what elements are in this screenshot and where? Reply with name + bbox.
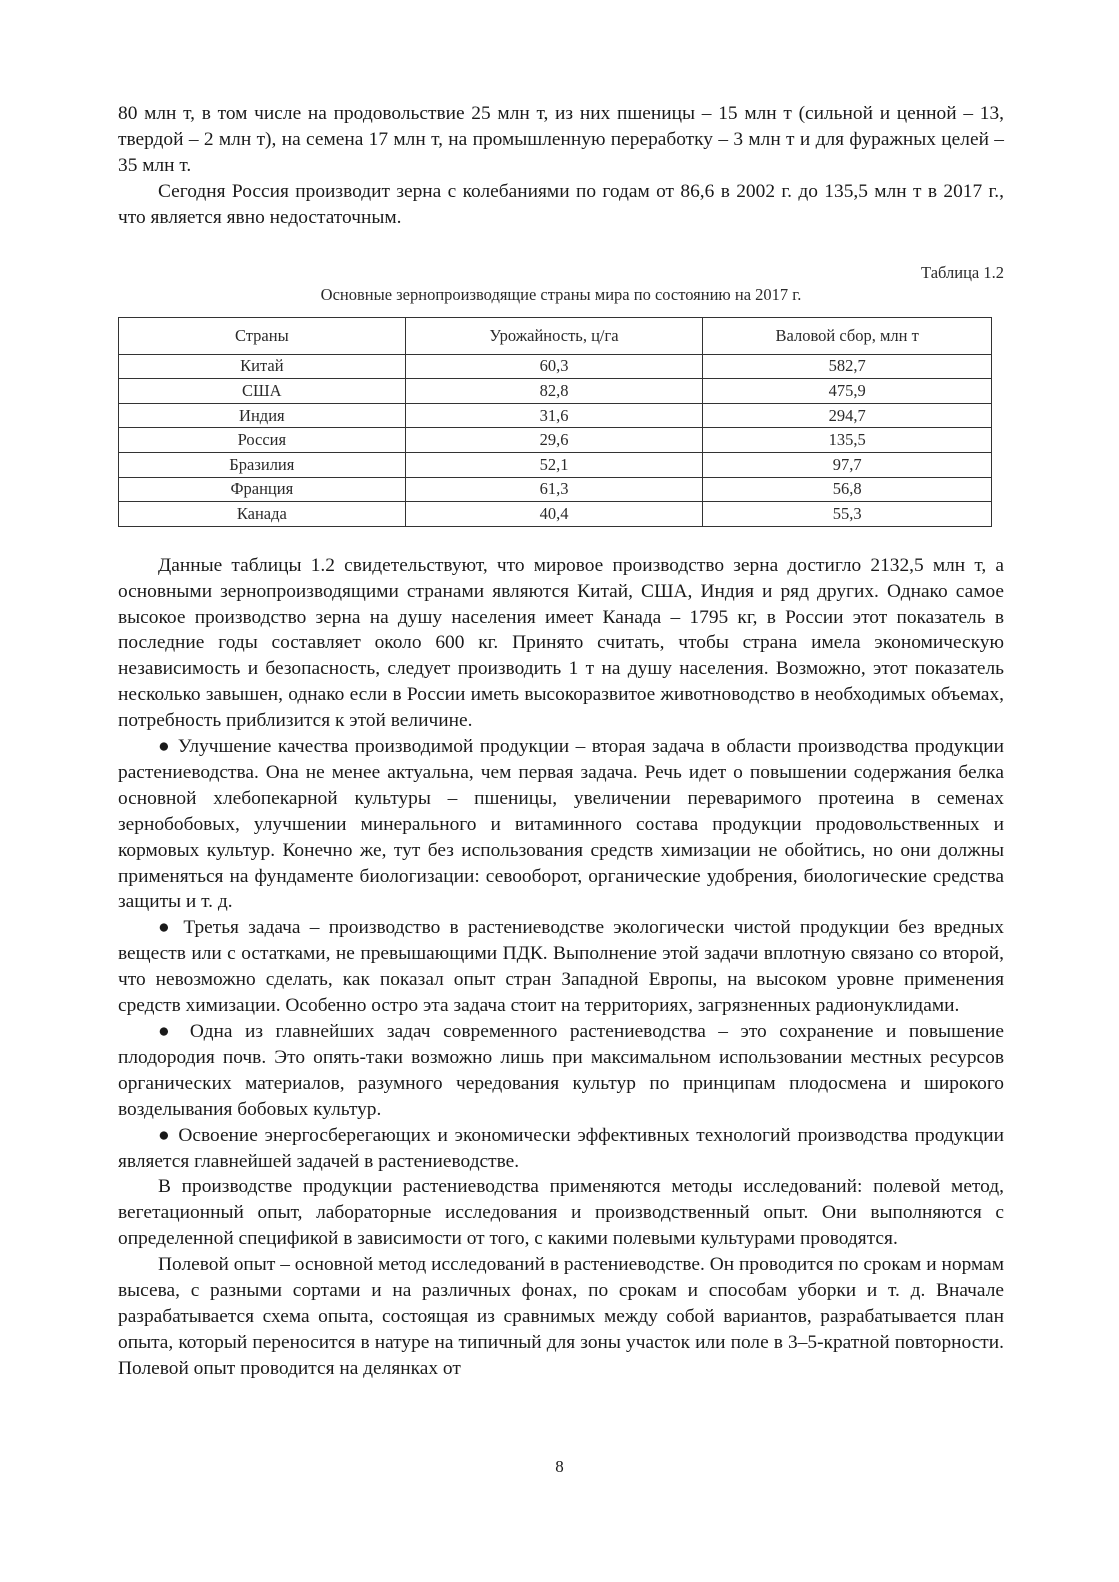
- header-country: Страны: [119, 317, 406, 354]
- cell-harvest: 97,7: [703, 452, 992, 477]
- cell-harvest: 582,7: [703, 354, 992, 379]
- cell-country: Китай: [119, 354, 406, 379]
- page-number: 8: [555, 1457, 564, 1476]
- cell-country: Индия: [119, 403, 406, 428]
- table-header-row: [119, 317, 992, 354]
- cell-yield: 52,1: [405, 452, 703, 477]
- cell-country: США: [119, 379, 406, 404]
- cell-harvest: 475,9: [703, 379, 992, 404]
- cell-country: Бразилия: [119, 452, 406, 477]
- table-row: [119, 502, 992, 527]
- cell-country: Россия: [119, 428, 406, 453]
- cell-yield: 29,6: [405, 428, 703, 453]
- cell-yield: 61,3: [405, 477, 703, 502]
- cell-yield: 31,6: [405, 403, 703, 428]
- intro-paragraph-2: Сегодня Россия производит зерна с колебаниями по годам от 86,6 в 2002 г. до 135,5 млн т в 2017 г., что является явно недостаточным.: [118, 180, 1004, 228]
- body-paragraph-4: ● Одна из главнейших задач современного растениеводства – это сохранение и повышение плодородия почв. Это опять-таки возможно лишь при максимальном использовании местных ресурсов органических материалов, разумного чередования культур по принципам плодосмена и широкого возделывания бобовых культур.: [118, 1021, 1004, 1120]
- intro-paragraph-1: 80 млн т, в том числе на продовольствие 25 млн т, из них пшеницы – 15 млн т (сильной и ценной – 13, твердой – 2 млн т), на семена 17 млн т, на промышленную переработку – 3 млн т и для фуражных целей – 35 млн т.: [118, 103, 1004, 176]
- header-harvest: Валовой сбор, млн т: [703, 317, 992, 354]
- cell-yield: 82,8: [405, 379, 703, 404]
- table-title: Основные зернопроизводящие страны мира по состоянию на 2017 г.: [320, 284, 802, 304]
- body-paragraph-5: ● Освоение энергосберегающих и экономически эффективных технологий производства продукции является главнейшей задачей в растениеводстве.: [118, 1124, 1004, 1172]
- cell-yield: 60,3: [405, 354, 703, 379]
- table-number: Таблица 1.2: [921, 262, 1004, 282]
- table-row: [119, 403, 992, 428]
- cell-country: Франция: [119, 477, 406, 502]
- body-paragraph-6: В производстве продукции растениеводства применяются методы исследований: полевой метод, вегетационный опыт, лабораторные исследования и производственный опыт. Они выполняются с определенной спецификой в зависимости от того, с какими полевыми культурами проводятся.: [118, 1176, 1004, 1250]
- page-content: [118, 101, 1004, 1382]
- cell-country: Канада: [119, 502, 406, 527]
- body-paragraph-3: ● Третья задача – производство в растениеводстве экологически чистой продукции без вредных веществ или с остатками, не превышающими ПДК. Выполнение этой задачи вплотную связано со второй, что невозможно сделать, как показал опыт стран Западной Европы, на высоком уровне применения средств химизации. Особенно остро эта задача стоит на территориях, загрязненных радионуклидами.: [118, 917, 1004, 1017]
- header-yield: Урожайность, ц/га: [405, 317, 703, 354]
- cell-harvest: 55,3: [703, 502, 992, 527]
- table-row: [119, 428, 992, 453]
- cell-harvest: 135,5: [703, 428, 992, 453]
- body-paragraph-1: Данные таблицы 1.2 свидетельствуют, что мировое производство зерна достигло 2132,5 млн т, а основными зернопроизводящими странами являются Китай, США, Индия и ряд других. Однако самое высокое производство зерна на душу населения имеет Канада – 1795 кг, в России этот показатель в последние годы составляет около 600 кг. Принято считать, чтобы страна имела экономическую независимость и безопасность, следует производить 1 т на душу населения. Возможно, этот показатель несколько завышен, однако если в России иметь высокоразвитое животноводство в необходимых объемах, потребность приблизится к этой величине.: [118, 554, 1004, 732]
- cell-yield: 40,4: [405, 502, 703, 527]
- cell-harvest: 294,7: [703, 403, 992, 428]
- body-paragraph-2: ● Улучшение качества производимой продукции – вторая задача в области производства продукции растениеводства. Она не менее актуальна, чем первая задача. Речь идет о повышении содержания белка основной хлебопекарной культуры – пшеницы, увеличении переваримого протеина в семенах зернобобовых, улучшении минерального и витаминного состава продукции продовольственных и кормовых культур. Конечно же, тут без использования средств химизации не обойтись, но они должны применяться на фундаменте биологизации: севооборот, органические удобрения, биологические средства защиты и т. д.: [118, 736, 1004, 913]
- body-paragraph-7: Полевой опыт – основной метод исследований в растениеводстве. Он проводится по срокам и нормам высева, с разными сортами и на различных фонах, по срокам и способам уборки и т. д. Вначале разрабатывается схема опыта, состоящая из сравнимых между собой вариантов, разрабатывается план опыта, который переносится в натуре на типичный для зоны участок или поле в 3–5-кратной повторности. Полевой опыт проводится на делянках от: [118, 1254, 1004, 1379]
- table-row: [119, 477, 992, 502]
- table-row: [119, 354, 992, 379]
- table-row: [119, 452, 992, 477]
- cell-harvest: 56,8: [703, 477, 992, 502]
- table-row: [119, 379, 992, 404]
- grain-producers-table: [118, 317, 992, 527]
